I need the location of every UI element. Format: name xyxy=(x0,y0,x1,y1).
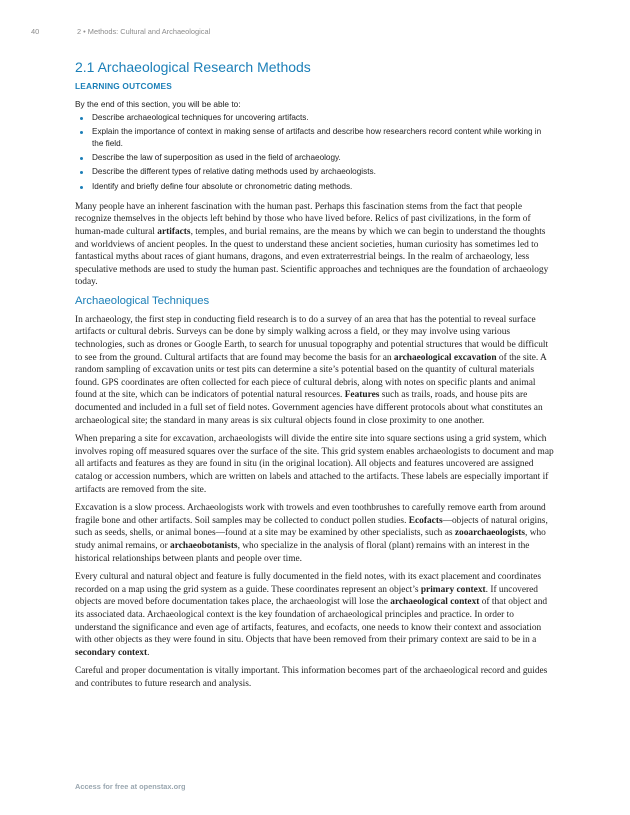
list-item: Explain the importance of context in making sense of artifacts and describe how researchers record content while working in the field. xyxy=(75,126,554,150)
subsection-title: Archaeological Techniques xyxy=(75,294,210,307)
key-term-features[interactable]: Features xyxy=(344,390,380,401)
page-content xyxy=(75,59,554,697)
key-term-archaeological-context[interactable]: archaeological context xyxy=(390,597,480,608)
list-item: Describe archaeological techniques for uncovering artifacts. xyxy=(75,112,554,124)
documentation-paragraph: Careful and proper documentation is vitally important. This information becomes part of the archaeological record and guides and contributes to future research and analysis. xyxy=(75,666,548,689)
section-title: 2.1 Archaeological Research Methods xyxy=(75,59,311,75)
page-number: 40 xyxy=(31,27,40,36)
running-title: 2 • Methods: Cultural and Archaeological xyxy=(77,27,211,36)
key-term-artifacts[interactable]: artifacts xyxy=(157,226,191,237)
grid-system-paragraph: When preparing a site for excavation, archaeologists will divide the entire site into square sections using a grid system, which involves roping off measured squares over the surface of the site. This grid system enables archaeologists to document and map all artifacts and features as they are found in situ (in the original location). All objects and features uncovered are assigned catalog or accession numbers, which are written on labels and attached to the artifacts. These labels are especially important if artifacts are removed from the site. xyxy=(75,434,554,495)
running-header xyxy=(31,27,599,36)
key-term-archaeological-excavation[interactable]: archaeological excavation xyxy=(393,352,497,363)
list-item: Identify and briefly define four absolute or chronometric dating methods. xyxy=(75,181,554,193)
excavation-paragraph: Excavation is a slow process. Archaeologists work with trowels and even toothbrushes to carefully remove earth from around fragile bone and other artifacts. Soil samples may be collected to conduct pollen studies. Ecofacts—objects of natural origins, such as seeds, shells, or animal bones—found at a site may be examined by other specialists, such as zooarchaeologists, who study animal remains, or archaeobotanists, who specialize in the analysis of floral (plant) remains with an interest in the historical relationships between plants and people over time. xyxy=(75,503,548,564)
context-paragraph: Every cultural and natural object and feature is fully documented in the field notes, with its exact placement and coordinates recorded on a map using the grid system as a guide. These coordinates represent an object’s primary context. If uncovered objects are moved before documentation takes place, the archaeologist will lose the archaeological context of that object and its associated data. Archaeological context is the key foundation of archaeological principles and practice. In order to understand the significance and even age of artifacts, features, and ecofacts, one needs to know their context and association with other objects as they were found in situ. Objects that have been removed from their primary context are said to be in a secondary context. xyxy=(75,572,548,658)
list-item: Describe the law of superposition as used in the field of archaeology. xyxy=(75,152,554,164)
learning-outcomes-intro: By the end of this section, you will be able to: xyxy=(75,99,241,109)
key-term-primary-context[interactable]: primary context xyxy=(420,584,486,595)
key-term-secondary-context[interactable]: secondary context xyxy=(75,647,148,658)
survey-paragraph: In archaeology, the first step in conducting field research is to do a survey of an area that has the potential to reveal surface artifacts or cultural debris. Surveys can be done by simply walking across a field, or they may involve using various technologies, such as drones or Google Earth, to search for unusual topography and potential structures that would be difficult to see from the ground. Cultural artifacts that are found may become the basis for an archaeological excavation of the site. A random sampling of excavation units or test pits can determine a site’s potential based on the quantity of cultural materials found. GPS coordinates are often collected for each piece of cultural debris, along with notes on specific plants and animal found at the site, which can be indicators of potential natural resources. Features such as trails, roads, and house pits are documented and included in a full set of field notes. Government agencies have different protocols about what constitutes an archaeological site; the standard in many areas is six cultural objects found in close proximity to one another. xyxy=(75,314,549,426)
key-term-zooarchaeologists[interactable]: zooarchaeologists xyxy=(454,528,525,539)
intro-paragraph: Many people have an inherent fascination with the human past. Perhaps this fascination stems from the fact that people recognize themselves in the objects left behind by those who have lived before. Relics of past civilizations, in the form of human-made cultural artifacts, temples, and burial remains, are the means by which we can begin to understand the thoughts and worldviews of ancient peoples. In the quest to understand these ancient societies, human curiosity has sometimes led to fantastical myths about races of giant humans, dragons, and even extraterrestrial beings. In the realm of archaeology, less speculative methods are used to study the human past. Scientific approaches and techniques are the foundation of archaeology today. xyxy=(75,201,549,288)
key-term-archaeobotanists[interactable]: archaeobotanists xyxy=(170,540,238,551)
key-term-ecofacts[interactable]: Ecofacts xyxy=(408,515,443,526)
learning-outcomes-list xyxy=(75,112,554,193)
footer-link[interactable]: Access for free at openstax.org xyxy=(75,782,186,791)
list-item: Describe the different types of relative dating methods used by archaeologists. xyxy=(75,166,554,178)
learning-outcomes-heading: LEARNING OUTCOMES xyxy=(75,81,172,91)
